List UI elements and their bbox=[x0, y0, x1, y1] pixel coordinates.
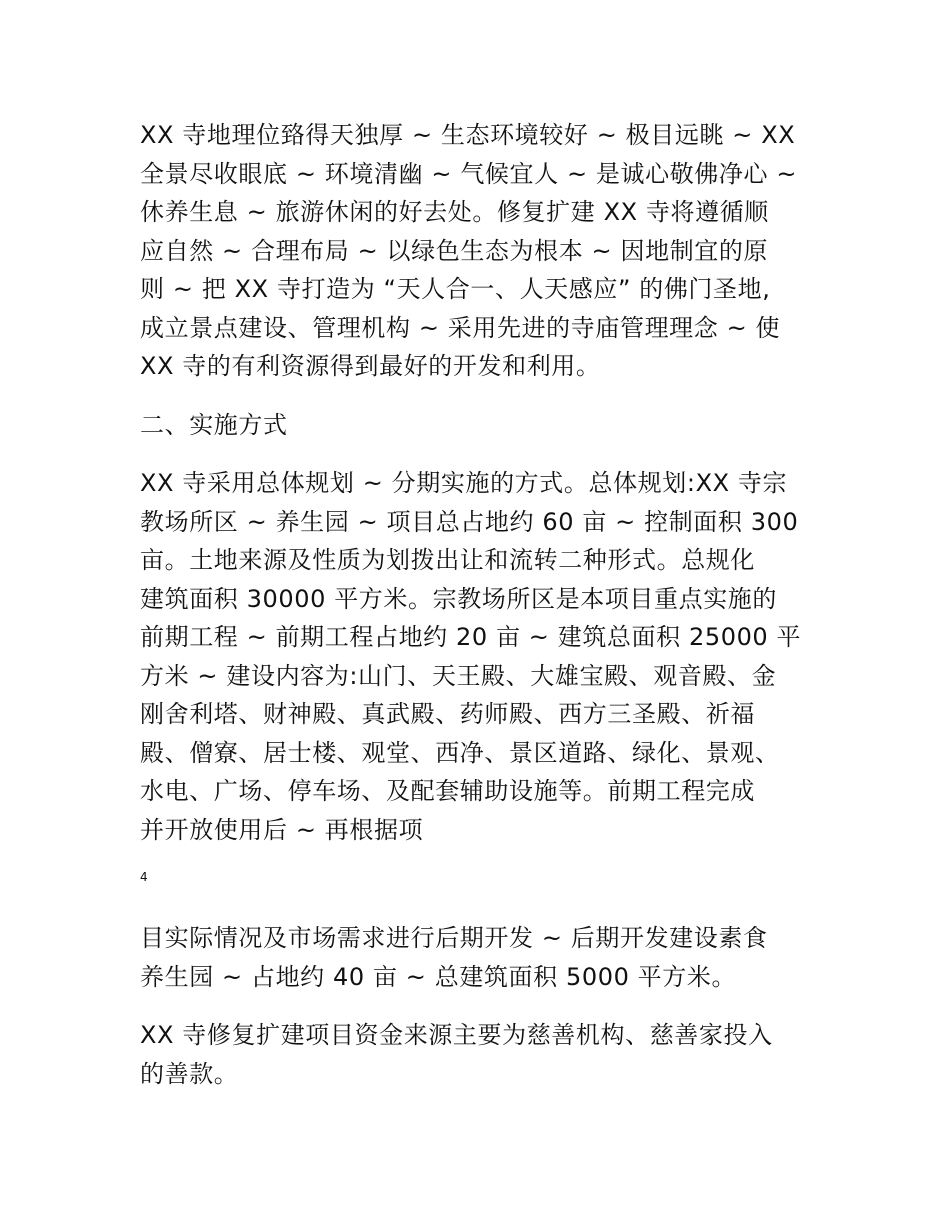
text-line: 应自然 ~ 合理布局 ~ 以绿色生态为根本 ~ 因地制宜的原 bbox=[140, 236, 769, 265]
text-line: 则 ~ 把 XX 寺打造为 “天人合一、人天感应” 的佛门圣地, bbox=[140, 275, 771, 303]
text-line: XX 寺采用总体规划 ~ 分期实施的方式。总体规划:XX 寺宗 bbox=[140, 469, 788, 497]
text-line: 前期工程 ~ 前期工程占地约 20 亩 ~ 建筑总面积 25000 平 bbox=[140, 623, 802, 651]
text-line: 方米 ~ 建设内容为:山门、天王殿、大雄宝殿、观音殿、金 bbox=[140, 661, 777, 690]
text-line: 殿、僧寮、居士楼、观堂、西净、景区道路、绿化、景观、 bbox=[140, 738, 780, 767]
text-line: 教场所区 ~ 养生园 ~ 项目总占地约 60 亩 ~ 控制面积 300 bbox=[140, 507, 799, 536]
text-line: XX 寺修复扩建项目资金来源主要为慈善机构、慈善家投入 bbox=[140, 1021, 773, 1049]
paragraph-funding bbox=[140, 1016, 812, 1093]
text-line: 水电、广场、停车场、及配套辅助设施等。前期工程完成 bbox=[140, 777, 755, 805]
text-line: 的善款。 bbox=[140, 1059, 239, 1088]
paragraph-later-development bbox=[140, 919, 812, 996]
section-heading: 二、实施方式 bbox=[140, 410, 288, 439]
text-line: 养生园 ~ 占地约 40 亩 ~ 总建筑面积 5000 平方米。 bbox=[140, 962, 737, 991]
paragraph-location bbox=[140, 116, 812, 386]
text-line: 目实际情况及市场需求进行后期开发 ~ 后期开发建设素食 bbox=[140, 924, 768, 952]
paragraph-implementation bbox=[140, 464, 812, 849]
page-number: 4 bbox=[140, 870, 148, 884]
text-line: XX 寺地理位臵得天独厚 ~ 生态环境较好 ~ 极目远眺 ~ XX bbox=[140, 121, 796, 149]
text-line: 休养生息 ~ 旅游休闲的好去处。修复扩建 XX 寺将遵循顺 bbox=[140, 198, 769, 226]
text-line: 刚舍利塔、财神殿、真武殿、药师殿、西方三圣殿、祈福 bbox=[140, 700, 755, 728]
text-line: XX 寺的有利资源得到最好的开发和利用。 bbox=[140, 352, 601, 380]
document-body bbox=[140, 116, 812, 1113]
text-line: 建筑面积 30000 平方米。宗教场所区是本项目重点实施的 bbox=[140, 584, 778, 613]
text-line: 亩。土地来源及性质为划拨出让和流转二种形式。总规化 bbox=[140, 546, 755, 574]
text-line: 全景尽收眼底 ~ 环境清幽 ~ 气候宜人 ~ 是诚心敬佛净心 ~ bbox=[140, 159, 798, 188]
text-line: 并开放使用后 ~ 再根据项 bbox=[140, 815, 424, 844]
text-line: 成立景点建设、管理机构 ~ 采用先进的寺庙管理理念 ~ 使 bbox=[140, 313, 781, 342]
